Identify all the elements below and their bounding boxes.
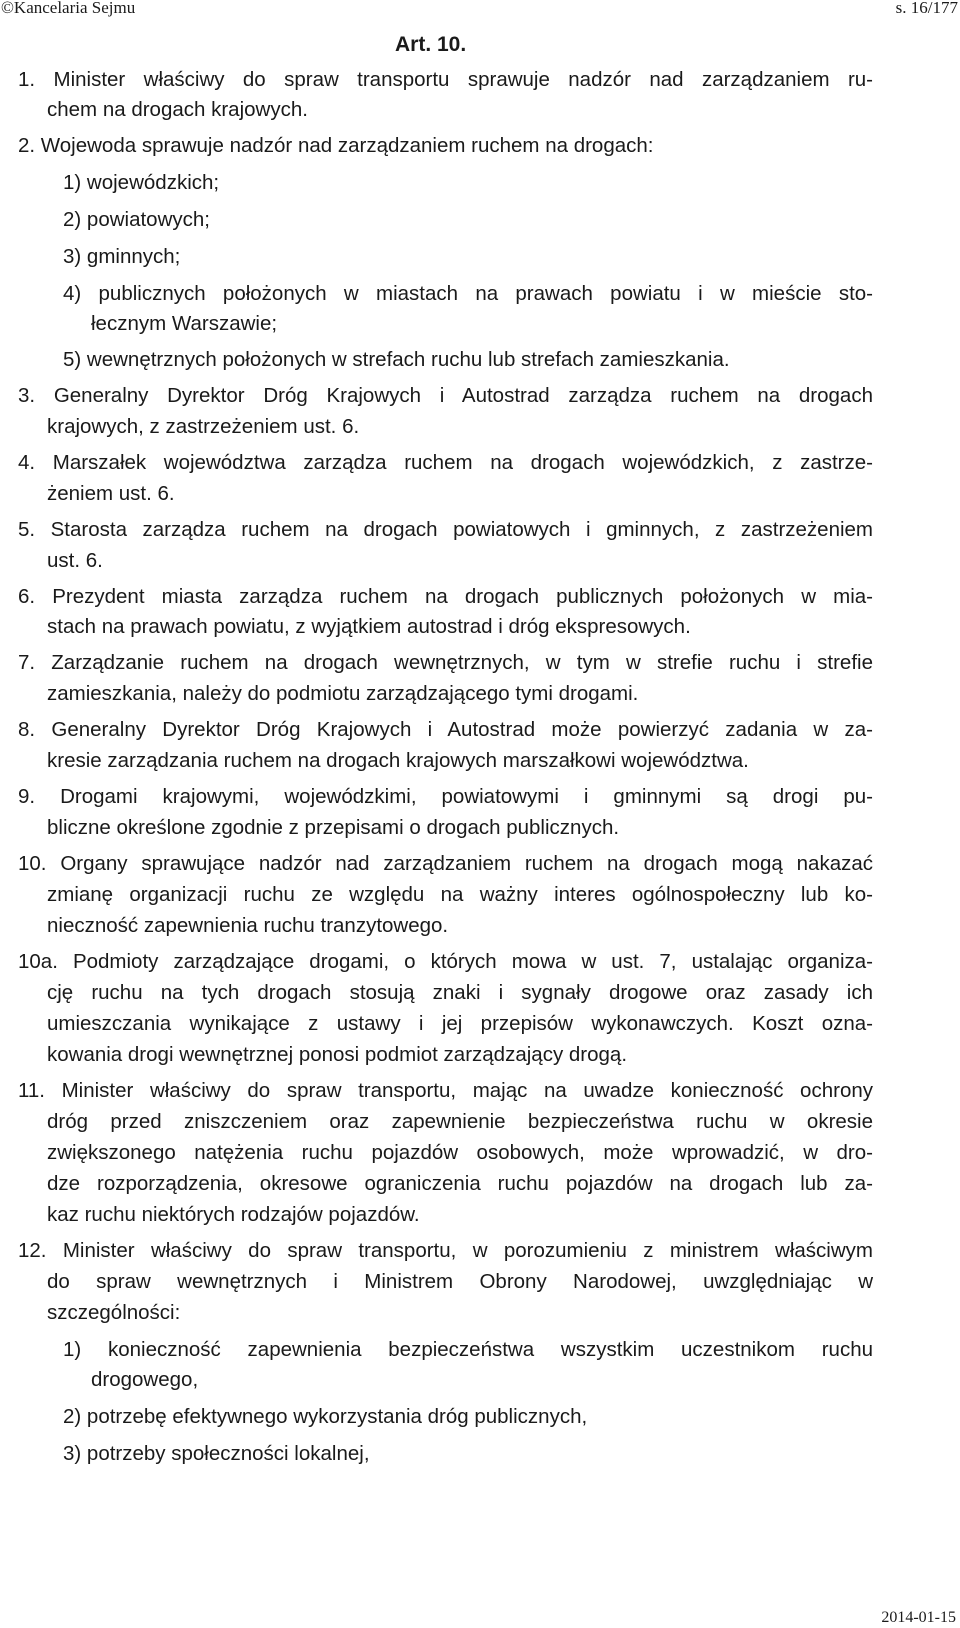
para-5-line-1: 5. Starosta zarządza ruchem na drogach powiatowych i gminnych, z zastrzeżeniem xyxy=(18,518,873,541)
para-1-line-2: chem na drogach krajowych. xyxy=(47,98,308,121)
para-7-line-2: zamieszkania, należy do podmiotu zarządzającego tymi drogami. xyxy=(47,682,639,705)
para-2-item-1: 1) wojewódzkich; xyxy=(63,171,220,194)
para-10a-line-1: 10a. Podmioty zarządzające drogami, o których mowa w ust. 7, ustalając organiza- xyxy=(18,950,873,973)
para-10a-line-3: umieszczania wynikające z ustawy i jej przepisów wykonawczych. Koszt ozna- xyxy=(47,1012,873,1035)
para-11-line-5: kaz ruchu niektórych rodzajów pojazdów. xyxy=(47,1203,420,1226)
footer-date: 2014-01-15 xyxy=(881,1609,956,1626)
para-5-line-2: ust. 6. xyxy=(47,549,103,572)
para-8-line-1: 8. Generalny Dyrektor Dróg Krajowych i Autostrad może powierzyć zadania w za- xyxy=(18,718,873,741)
para-3-line-2: krajowych, z zastrzeżeniem ust. 6. xyxy=(47,415,360,438)
para-6-line-2: stach na prawach powiatu, z wyjątkiem autostrad i dróg ekspresowych. xyxy=(47,615,691,638)
header-page-number: s. 16/177 xyxy=(895,0,958,17)
header-source: ©Kancelaria Sejmu xyxy=(1,0,136,17)
para-6-line-1: 6. Prezydent miasta zarządza ruchem na drogach publicznych położonych w mia- xyxy=(18,585,873,608)
para-10-line-1: 10. Organy sprawujące nadzór nad zarządzaniem ruchem na drogach mogą nakazać xyxy=(18,852,873,875)
para-12-line-1: 12. Minister właściwy do spraw transportu, w porozumieniu z ministrem właściwym xyxy=(18,1239,873,1262)
para-10a-line-4: kowania drogi wewnętrznej ponosi podmiot zarządzający drogą. xyxy=(47,1043,628,1066)
para-12-item-2: 2) potrzebę efektywnego wykorzystania dróg publicznych, xyxy=(63,1405,588,1428)
para-2: 2. Wojewoda sprawuje nadzór nad zarządzaniem ruchem na drogach: xyxy=(18,134,654,157)
para-11-line-1: 11. Minister właściwy do spraw transportu, mając na uwadze konieczność ochrony xyxy=(18,1079,873,1102)
para-2-item-2: 2) powiatowych; xyxy=(63,208,210,231)
para-12-line-3: szczególności: xyxy=(47,1301,181,1324)
para-12-line-2: do spraw wewnętrznych i Ministrem Obrony Narodowej, uwzględniając w xyxy=(47,1270,873,1293)
para-2-item-3: 3) gminnych; xyxy=(63,245,181,268)
para-7-line-1: 7. Zarządzanie ruchem na drogach wewnętrznych, w tym w strefie ruchu i strefie xyxy=(18,651,873,674)
para-11-line-3: zwiększonego natężenia ruchu pojazdów osobowych, może wprowadzić, w dro- xyxy=(47,1141,873,1164)
para-12-item-1-line-1: 1) konieczność zapewnienia bezpieczeństwa wszystkim uczestnikom ruchu xyxy=(63,1338,873,1361)
para-9-line-2: bliczne określone zgodnie z przepisami o drogach publicznych. xyxy=(47,816,620,839)
para-11-line-2: dróg przed zniszczeniem oraz zapewnienie bezpieczeństwa ruchu w okresie xyxy=(47,1110,873,1133)
para-10-line-3: nieczność zapewnienia ruchu tranzytowego. xyxy=(47,914,449,937)
para-4-line-2: żeniem ust. 6. xyxy=(47,482,175,505)
para-8-line-2: kresie zarządzania ruchem na drogach krajowych marszałkowi województwa. xyxy=(47,749,749,772)
para-10a-line-2: cję ruchu na tych drogach stosują znaki i sygnały drogowe oraz zasady ich xyxy=(47,981,873,1004)
para-9-line-1: 9. Drogami krajowymi, wojewódzkimi, powiatowymi i gminnymi są drogi pu- xyxy=(18,785,873,808)
para-12-item-3: 3) potrzeby społeczności lokalnej, xyxy=(63,1442,370,1465)
para-12-item-1-line-2: drogowego, xyxy=(91,1368,199,1391)
para-3-line-1: 3. Generalny Dyrektor Dróg Krajowych i Autostrad zarządza ruchem na drogach xyxy=(18,384,873,407)
para-1-line-1: 1. Minister właściwy do spraw transportu sprawuje nadzór nad zarządzaniem ru- xyxy=(18,68,873,91)
para-10-line-2: zmianę organizacji ruchu ze względu na ważny interes ogólnospołeczny lub ko- xyxy=(47,883,873,906)
para-2-item-4-line-1: 4) publicznych położonych w miastach na prawach powiatu i w mieście sto- xyxy=(63,282,873,305)
para-2-item-5: 5) wewnętrznych położonych w strefach ruchu lub strefach zamieszkania. xyxy=(63,348,730,371)
para-2-item-4-line-2: łecznym Warszawie; xyxy=(91,312,278,335)
para-11-line-4: dze rozporządzenia, okresowe ograniczenia ruchu pojazdów na drogach lub za- xyxy=(47,1172,873,1195)
para-4-line-1: 4. Marszałek województwa zarządza ruchem na drogach wojewódzkich, z zastrze- xyxy=(18,451,873,474)
article-title: Art. 10. xyxy=(395,33,467,56)
